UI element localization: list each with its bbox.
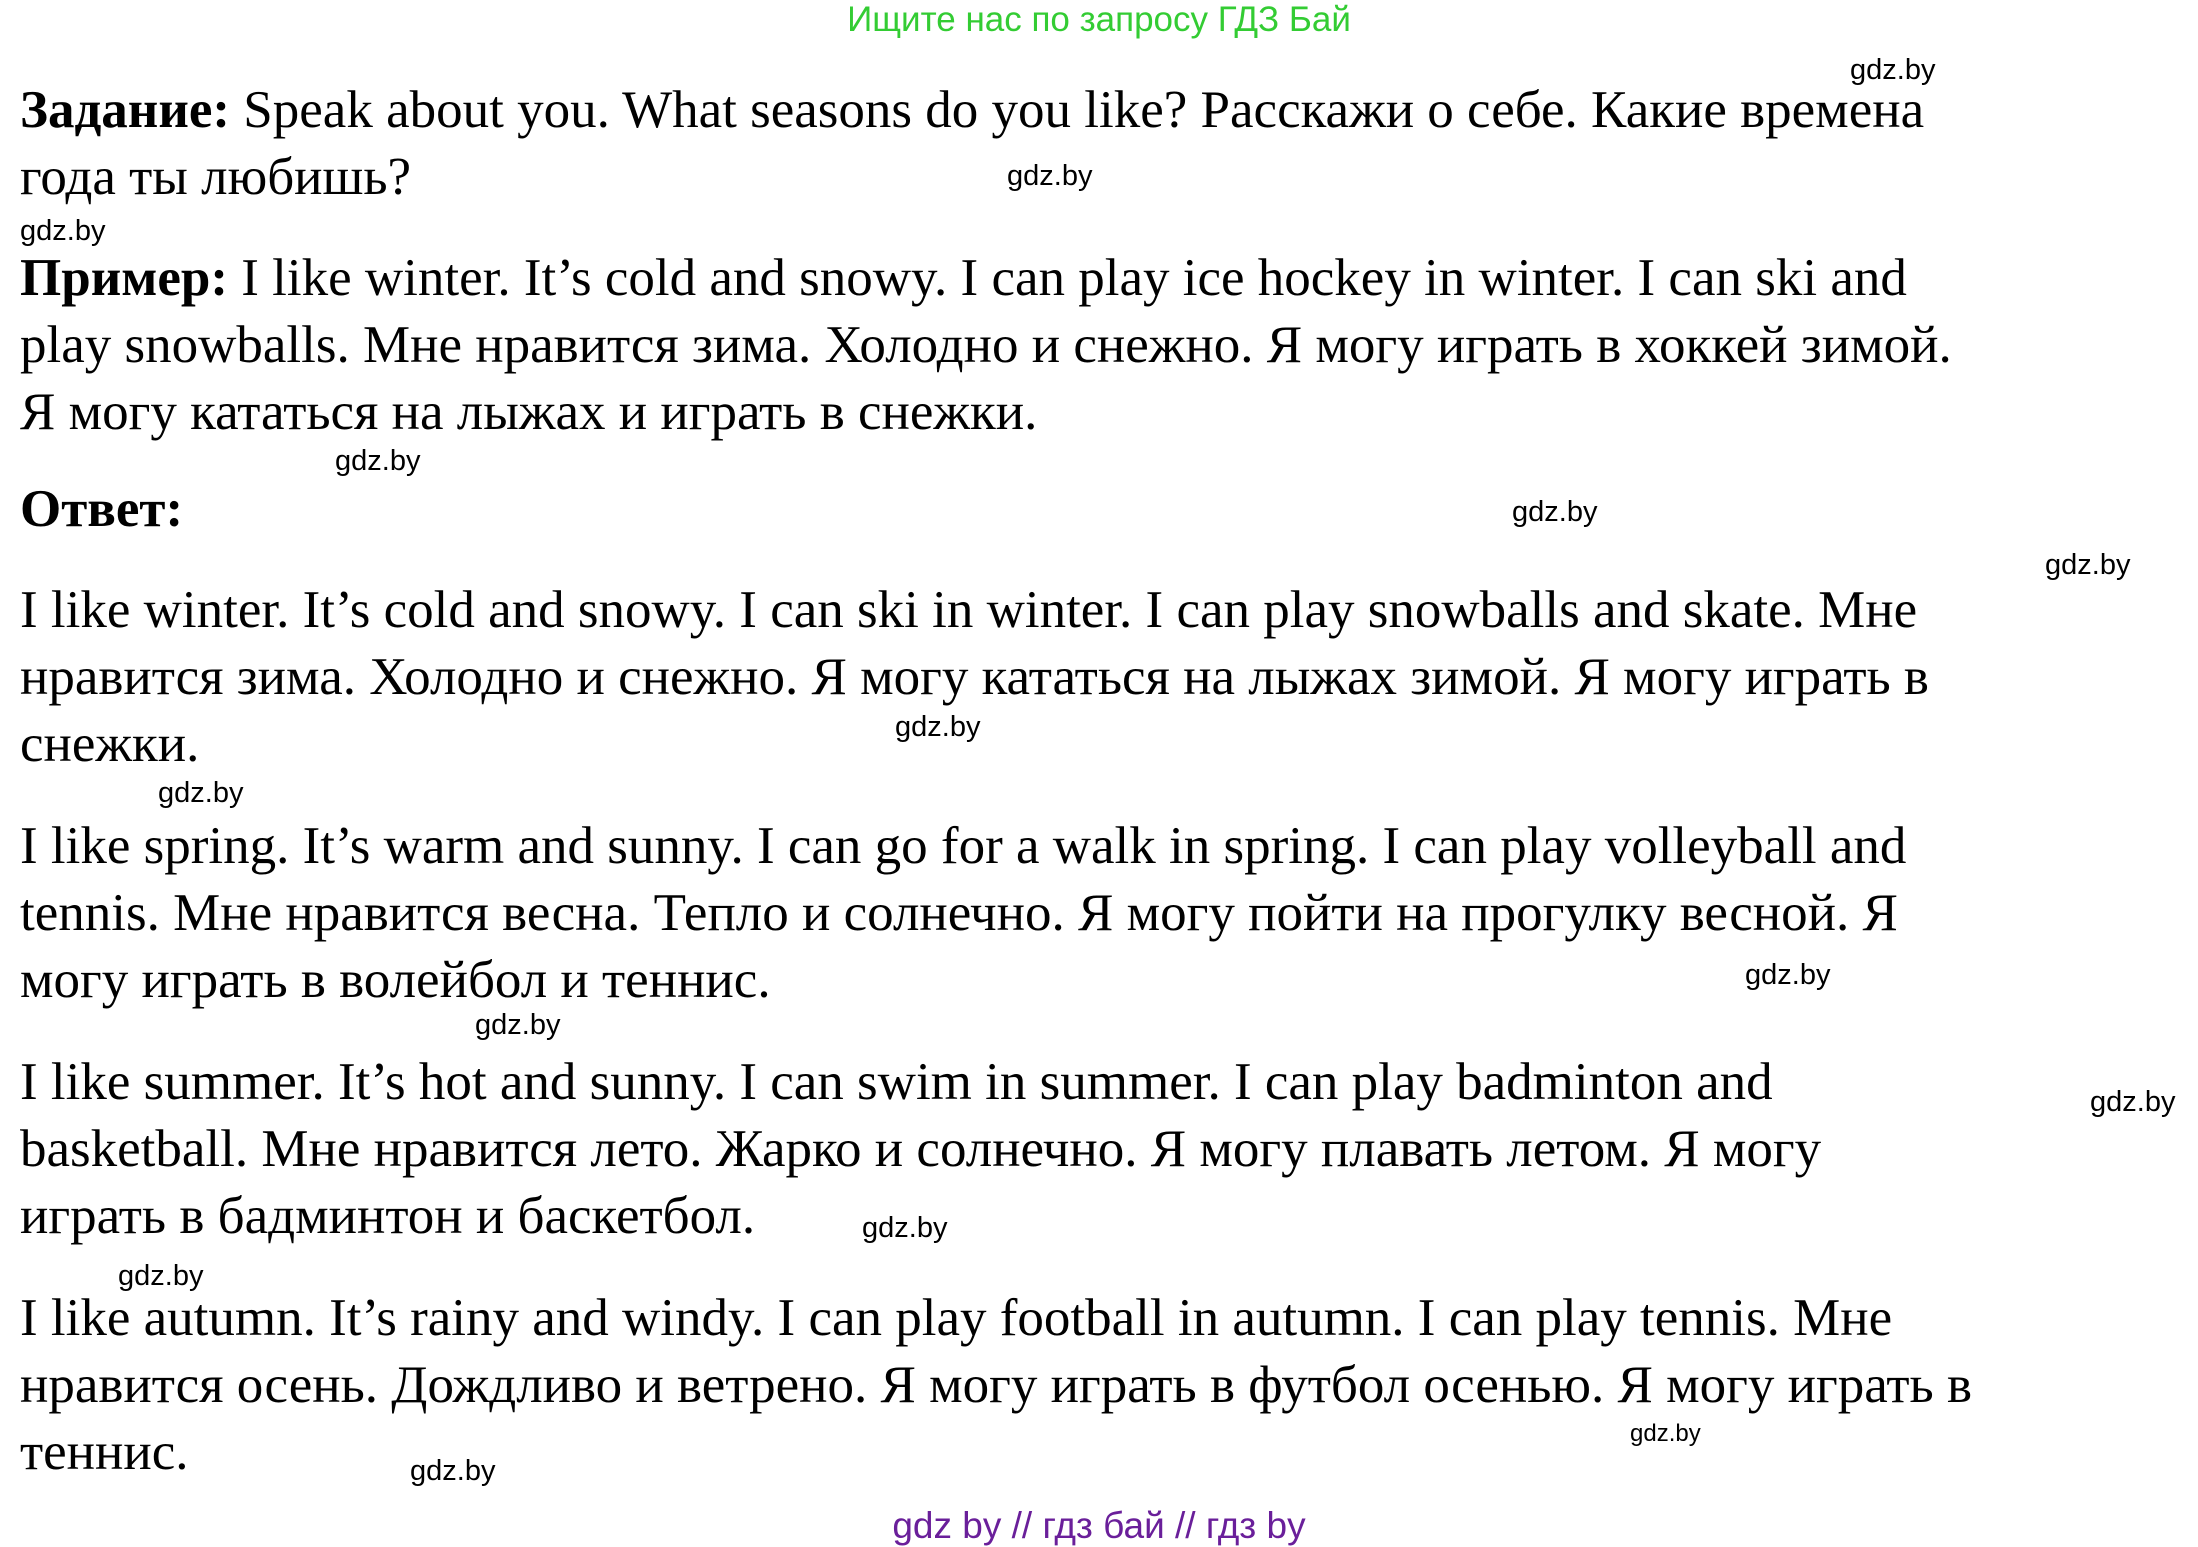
answer-line: нравится осень. Дождливо и ветрено. Я могу играть в футбол осенью. Я могу играть в xyxy=(20,1356,1972,1414)
answer-line: I like spring. It’s warm and sunny. I can go for a walk in spring. I can play volleyball and xyxy=(20,817,1907,875)
answer-heading xyxy=(20,476,183,543)
watermark: gdz.by xyxy=(158,777,244,809)
answer-paragraph xyxy=(20,1285,1972,1486)
watermark: gdz.by xyxy=(475,1009,561,1041)
example-line-1 xyxy=(20,245,1952,312)
answer-line: снежки. xyxy=(20,715,200,773)
watermark: gdz.by xyxy=(1850,54,1936,86)
watermark: gdz.by xyxy=(118,1260,204,1292)
answer-label: Ответ: xyxy=(20,480,184,538)
answer-line: играть в бадминтон и баскетбол. xyxy=(20,1187,756,1245)
watermark: gdz.by xyxy=(1512,496,1598,528)
watermark: gdz.by xyxy=(20,215,106,247)
task-line-1 xyxy=(20,77,1924,144)
answer-line: I like winter. It’s cold and snowy. I can ski in winter. I can play snowballs and skate. Мне xyxy=(20,581,1918,639)
answer-paragraph xyxy=(20,577,1929,778)
example-label: Пример: xyxy=(20,249,228,307)
answer-paragraph xyxy=(20,813,1906,1014)
example-text: I like winter. It’s cold and snowy. I can play ice hockey in winter. I can ski and xyxy=(228,249,1907,307)
example-line-3: Я могу кататься на лыжах и играть в снежки. xyxy=(20,383,1038,441)
watermark: gdz.by xyxy=(1007,160,1093,192)
top-banner: Ищите нас по запросу ГДЗ Бай xyxy=(847,0,1351,39)
watermark: gdz.by xyxy=(2045,549,2131,581)
watermark: gdz.by xyxy=(335,445,421,477)
answer-line: могу играть в волейбол и теннис. xyxy=(20,951,771,1009)
task-line-2: года ты любишь? xyxy=(20,148,412,206)
task-text: Speak about you. What seasons do you like? Расскажи о себе. Какие времена xyxy=(230,81,1925,139)
task-block xyxy=(20,77,1924,211)
watermark: gdz.by xyxy=(2090,1086,2176,1118)
answer-line: I like summer. It’s hot and sunny. I can swim in summer. I can play badminton and xyxy=(20,1053,1773,1111)
watermark: gdz.by xyxy=(1745,959,1831,991)
answer-line: tennis. Мне нравится весна. Тепло и солнечно. Я могу пойти на прогулку весной. Я xyxy=(20,884,1898,942)
watermark: gdz.by xyxy=(895,711,981,743)
answer-line: I like autumn. It’s rainy and windy. I can play football in autumn. I can play tennis. Мне xyxy=(20,1289,1893,1347)
answer-line: теннис. xyxy=(20,1423,189,1481)
answer-line: basketball. Мне нравится лето. Жарко и солнечно. Я могу плавать летом. Я могу xyxy=(20,1120,1822,1178)
example-line-2: play snowballs. Мне нравится зима. Холодно и снежно. Я могу играть в хоккей зимой. xyxy=(20,316,1952,374)
task-label: Задание: xyxy=(20,81,231,139)
watermark: gdz.by xyxy=(862,1212,948,1244)
example-block xyxy=(20,245,1952,446)
watermark: gdz.by xyxy=(410,1455,496,1487)
answer-line: нравится зима. Холодно и снежно. Я могу кататься на лыжах зимой. Я могу играть в xyxy=(20,648,1929,706)
watermark: gdz.by xyxy=(1630,1420,1701,1447)
footer-links: gdz by // гдз бай // гдз by xyxy=(892,1505,1306,1546)
